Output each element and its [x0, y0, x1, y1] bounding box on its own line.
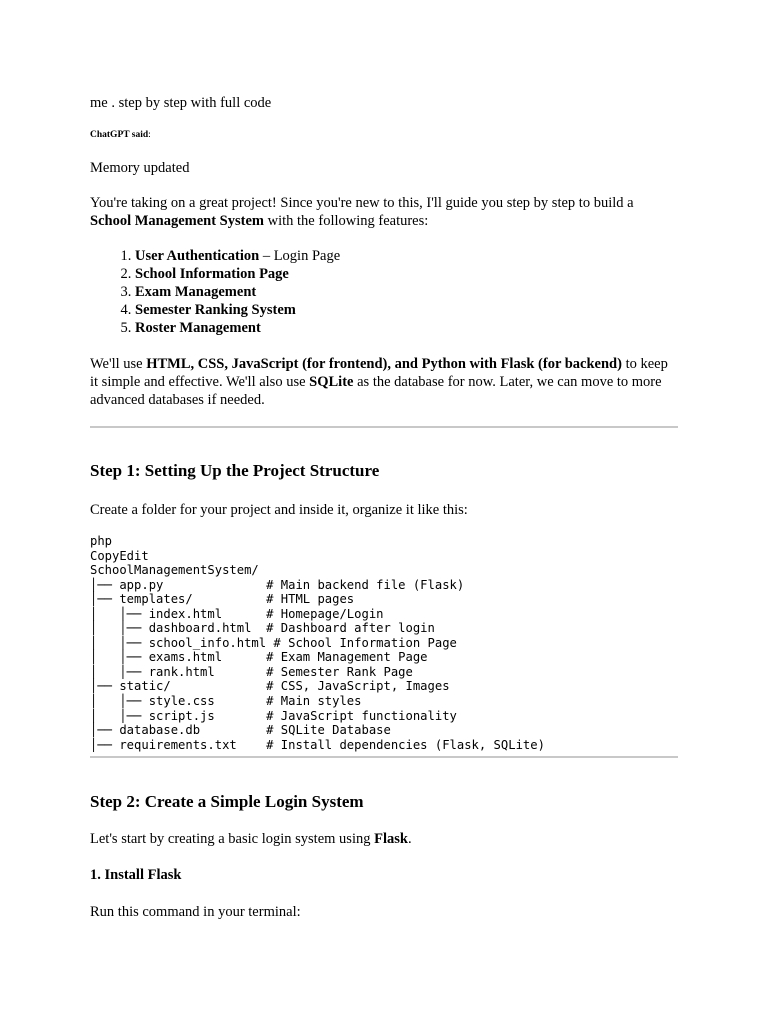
step2-heading: Step 2: Create a Simple Login System — [90, 792, 364, 811]
stack-text-3: as the database for now. Later, we can move to more advanced databases if needed. — [90, 374, 662, 408]
feature-name: Exam Management — [135, 284, 257, 300]
step2-text — [90, 830, 412, 848]
chatgpt-said-text: ChatGPT said — [90, 130, 149, 140]
project-structure-code-block: php CopyEdit SchoolManagementSystem/ │── app.py # Main backend file (Flask) │── templates/ # HTML pages │ │── index.html # Homepage/Login │ │── dashboard.html # Dashboard after login │ │── school_info.html # School Information Page │ │── exams.html # Exam Management Page │ │── rank.html # Semester Rank Page │── static/ # CSS, JavaScript, Images │ │── style.css # Main styles │ │── script.js # JavaScript functionality │── database.db # SQLite Database │── requirements.txt # Install dependencies (Flask, SQLite) — [90, 534, 545, 752]
stack-bold-1: HTML, CSS, JavaScript (for frontend), and Python with Flask (for backend) — [146, 356, 622, 372]
install-flask-heading: 1. Install Flask — [90, 867, 182, 883]
feature-detail: – Login Page — [259, 248, 341, 264]
step2-text-1: Let's start by creating a basic login system using — [90, 831, 375, 847]
intro-text-2: with the following features: — [264, 213, 429, 229]
tech-stack-paragraph — [90, 355, 678, 409]
feature-name: Semester Ranking System — [135, 302, 296, 318]
step2-bold-flask: Flask — [374, 831, 408, 847]
stack-text-1: We'll use — [90, 356, 147, 372]
stack-text-2: to keep it simple and effective. We'll also use — [90, 356, 668, 390]
list-item — [135, 265, 340, 283]
step1-text: Create a folder for your project and inside it, organize it like this: — [90, 502, 468, 518]
horizontal-divider — [90, 756, 678, 758]
feature-name: Roster Management — [135, 320, 261, 336]
feature-name: User Authentication — [135, 248, 260, 264]
stack-bold-2: SQLite — [309, 374, 354, 390]
horizontal-divider — [90, 426, 678, 428]
feature-list — [90, 247, 340, 337]
run-command-text: Run this command in your terminal: — [90, 904, 301, 920]
step1-heading: Step 1: Setting Up the Project Structure — [90, 461, 380, 480]
intro-paragraph — [90, 194, 678, 230]
intro-bold-title: School Management System — [90, 213, 264, 229]
list-item — [135, 283, 340, 301]
intro-line: me . step by step with full code — [90, 95, 272, 111]
chatgpt-said-colon: : — [148, 130, 151, 140]
list-item — [135, 319, 340, 337]
step2-text-2: . — [407, 831, 412, 847]
list-item — [135, 301, 340, 319]
chatgpt-said-label — [90, 126, 151, 144]
list-item — [135, 247, 340, 265]
intro-text-1: You're taking on a great project! Since you're new to this, I'll guide you step by step to build a — [90, 195, 634, 211]
memory-updated-note: Memory updated — [90, 160, 190, 176]
feature-name: School Information Page — [135, 266, 289, 282]
